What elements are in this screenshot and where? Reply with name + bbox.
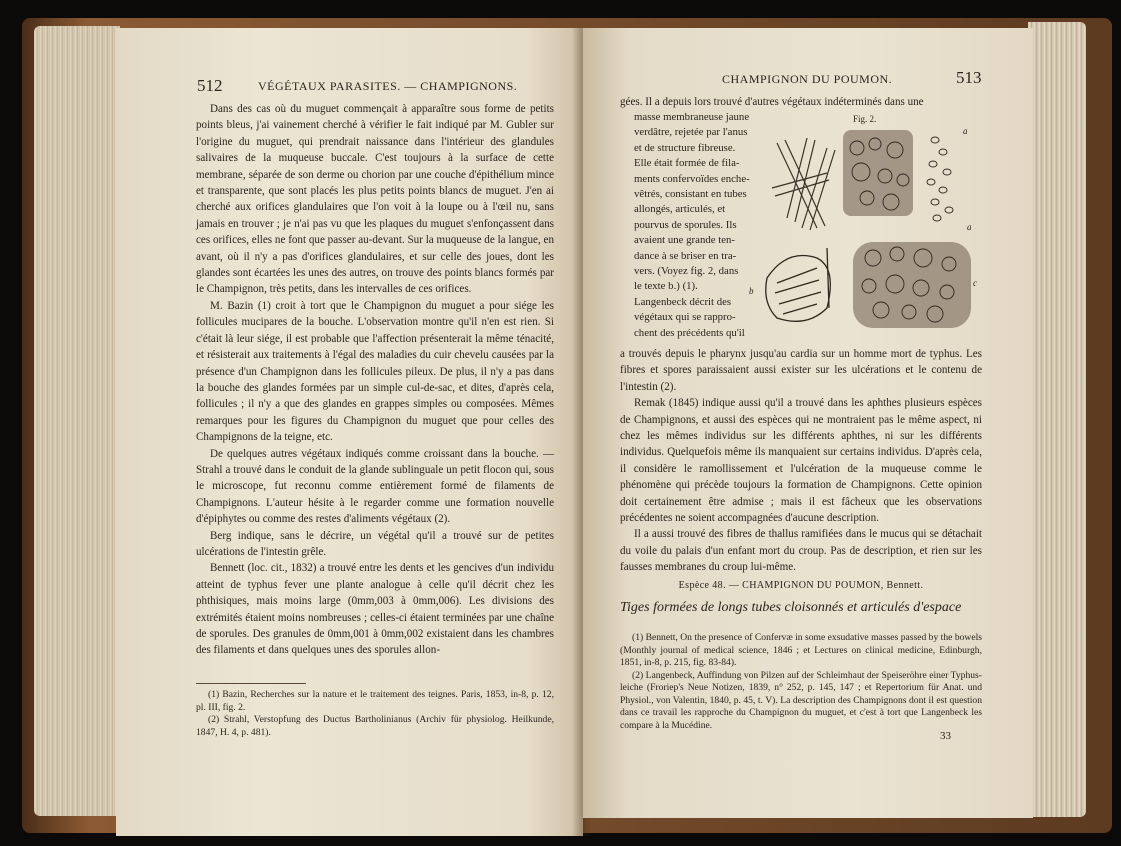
figure-label-a-top: a <box>963 126 968 136</box>
page-edges-right <box>1028 22 1086 817</box>
right-page-number: 513 <box>956 68 982 87</box>
left-footnote-1: (1) Bazin, Recherches sur la nature et le traitement des teignes. Paris, 1853, in-8, p. 12, pl. III, fig. 2. <box>196 689 554 713</box>
species-subheading: Tiges formées de longs tubes cloisonnés et articulés d'espace <box>620 600 962 615</box>
figure-label-a-bottom: a <box>967 222 972 232</box>
wrapped-line: allongés, articulés, et <box>634 203 726 216</box>
left-paragraph-3: De quelques autres végétaux indiqués comme croissant dans la bouche. — Strahl a trouvé dans le conduit de la glande sublinguale un petit flocon qui, sous le microscope, fut reconnu comme entièrement formé de filaments de Champignons. L'auteur hésite à le regarder comme une formation nouvelle d'épiphytes ou comme des restes d'aliments végétaux (2). <box>196 447 554 526</box>
page-edges-left <box>34 26 120 816</box>
left-paragraph-2: M. Bazin (1) croit à tort que le Champignon du muguet a pour siége les follicules mucipares de la bouche. L'observation montre qu'il n'en est rien. Si c'était là leur siége, il est probable que l'affection présenterait la même ténacité, et résisterait aux traitements à l'égal des maladies du cuir chevelu causées par la présence d'un Champignon dans les follicules pileux. De plus, il n'y a pas dans la bouche des glandes formées par un simple cul-de-sac, et dites, d'après cela, follicules ; il n'y a que des glandes en grappes simples ou composées. Mêmes remarques pour les figures du Champignon du muguet que pour celles des Champignons de la teigne, etc. <box>196 299 554 444</box>
right-footnote-2: (2) Langenbeck, Auffindung von Pilzen auf der Schleimhaut der Speiseröhre einer Typhus-leiche (Froriep's Neue Notizen, 1839, n° 252, p. 145, 147 ; et Repertorium für Anat. und Physiol., von Valentin, 1840, p. 45, t. V). La description des Champignons dont il est question dans ce travail les rapproche du Champignon du muguet, et c'est à tort que Langenbeck les compare à la Mucédine. <box>620 669 982 731</box>
figure-label-c: c <box>973 278 977 288</box>
wrapped-line: masse membraneuse jaune <box>634 111 750 123</box>
left-footnote-2: (2) Strahl, Verstopfung des Ductus Bartholinianus (Archiv für physiolog. Heilkunde, 1847, H. 4, p. 481). <box>196 714 554 738</box>
figure-label-b: b <box>749 286 754 296</box>
right-paragraph-1: a trouvés depuis le pharynx jusqu'au cardia sur un homme mort de typhus. Les fibres et spores paraissaient aussi exister sur les ulcérations et le contenu de l'intestin (2). <box>620 348 982 393</box>
left-paragraph-1: Dans des cas où du muguet commençait à apparaître sous forme de petits points bleus, j'ai vainement cherché à vérifier le fait indiqué par M. Gubler sur l'origine du muguet, qui prendrait naissance dans l'intérieur des glandules salivaires de la muqueuse buccale. C'est toujours à la surface de cette membrane, séparée de son derme ou chorion par une couche d'épithélium mince et transparente, que sont placés les plus petits points blancs de muguet. J'en ai cherché aux orifices glandulaires que l'on voit à la loupe ou à l'œil nu, sans jamais en trouver ; je n'ai pas vu que les plaques du muguet s'enfonçassent dans ces orifices, elles ne font que passer au-devant. Sur la muqueuse de la langue, en avant, où il n'y a pas d'orifices glandulaires, et sur celle des joues, dont les glandes sont écartées les unes des autres, on trouve des points blancs formés par le Champignon, très petits, dans les intervalles de ces orifices. <box>196 103 554 296</box>
right-intro-line: gées. Il a depuis lors trouvé d'autres végétaux indéterminés dans une <box>620 96 924 108</box>
wrapped-line: Elle était formée de fila- <box>634 157 740 170</box>
left-footnote-rule <box>196 683 306 684</box>
wrapped-line: chent des précédents qu'il <box>634 326 745 339</box>
left-running-head: VÉGÉTAUX PARASITES. — CHAMPIGNONS. <box>258 79 518 93</box>
right-paragraph-2: Remak (1845) indique aussi qu'il a trouvé dans les aphthes plusieurs espèces de Champignons, et aussi des espèces qui ne montraient pas le même aspect, ni chez les mêmes individus sur les différents aphthes, ni sur les différents individus. Quelquefois même ils manquaient sur certains individus. D'après cela, il considère le ramollissement et l'ulcération de la muqueuse comme le phénomène qui précède toujours la formation de Champignons. Cette opinion doit certainement être admise ; mais il est fâcheux que les observations précédentes ne soient accompagnées d'aucune description. <box>620 397 982 525</box>
signature-mark: 33 <box>940 730 951 742</box>
wrapped-line: pourvus de sporules. Ils <box>634 218 737 231</box>
left-page-number: 512 <box>197 76 223 95</box>
wrapped-line: le texte b.) (1). <box>634 280 698 293</box>
figure-caption: Fig. 2. <box>853 114 877 124</box>
right-footnote-1: (1) Bennett, On the presence of Confervæ in some exsudative masses passed by the bowels (Monthly journal of medical science, 1846 ; et Lectures on clinical medicine, Edinburgh, 1851, in-8, p. 215, fig. 83-84). <box>620 632 982 668</box>
left-paragraph-4: Berg indique, sans le décrire, un végétal qu'il a trouvé sur de petites ulcérations de l'intestin grêle. <box>196 529 554 558</box>
wrapped-line: Langenbeck décrit des <box>634 295 732 308</box>
wrapped-line: verdâtre, rejetée par l'anus <box>634 126 748 139</box>
microscope-figure <box>749 114 979 332</box>
species-heading: Espèce 48. — CHAMPIGNON DU POUMON, Bennett. <box>678 580 924 591</box>
right-body <box>620 346 982 576</box>
wrapped-line: vêtrés, consistant en tubes <box>634 188 747 201</box>
right-wrapped-text <box>620 110 752 341</box>
wrapped-line: ments confervoïdes enche- <box>634 172 750 185</box>
left-body <box>196 101 554 659</box>
wrapped-line: avaient une grande ten- <box>634 234 736 247</box>
fungal-structures-illustration <box>757 118 979 332</box>
right-paragraph-3: Il a aussi trouvé des fibres de thallus ramifiées dans le mucus qui se détachait du voile du palais d'un enfant mort du croup. Pas de description, et rien sur les fausses membranes du croup lui-même. <box>620 528 982 574</box>
right-footnotes <box>620 632 982 732</box>
right-running-head: CHAMPIGNON DU POUMON. <box>722 72 893 86</box>
wrapped-line: dance à se briser en tra- <box>634 249 737 262</box>
wrapped-line: végétaux qui se rappro- <box>634 311 736 324</box>
wrapped-line: vers. (Voyez fig. 2, dans <box>634 265 739 278</box>
wrapped-line: et de structure fibreuse. <box>634 141 736 154</box>
left-paragraph-5: Bennett (loc. cit., 1832) a trouvé entre les dents et les gencives d'un individu atteint de typhus fever une plante analogue à celle qu'il décrit chez les phthisiques, mais moins large (0mm,003 à 0mm,006). Les divisions des extrémités étaient moins nombreuses ; celles-ci étaient terminées par une chaîne de sporules. Des granules de 0mm,001 à 0mm,002 existaient dans les chambres des filaments et dans quelques unes des sporules allon- <box>196 562 554 657</box>
left-footnotes <box>196 689 554 739</box>
